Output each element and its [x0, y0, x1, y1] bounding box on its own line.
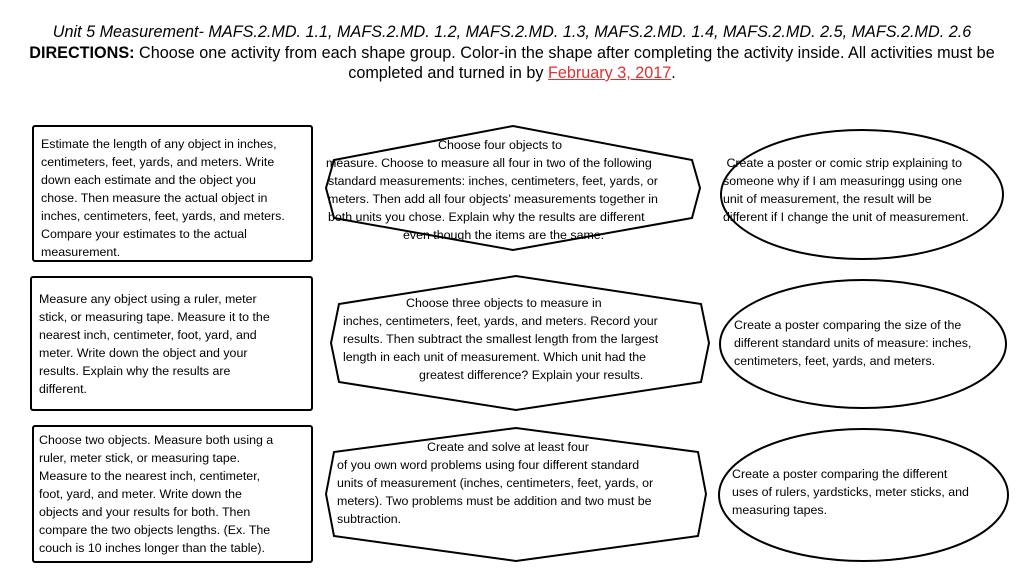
text-line: meter. Write down the object and your: [39, 346, 248, 360]
text-line: both units you chose. Explain why the results are different: [328, 210, 645, 224]
text-line: even though the items are the same.: [403, 228, 605, 242]
text-line: length in each unit of measurement. Which unit had the: [343, 350, 647, 364]
text-line: different if I change the unit of measurement.: [723, 210, 969, 224]
directions: [0, 43, 1024, 83]
text-line: of you own word problems using four different standard: [337, 458, 640, 472]
text-line: different.: [39, 382, 87, 396]
text-line: compare the two objects lengths. (Ex. The: [39, 523, 271, 537]
text-line: Create a poster comparing the size of the: [734, 318, 962, 332]
activity-hexagon-3: [324, 426, 708, 563]
activity-hexagon-2: [329, 274, 711, 412]
text-line: Measure to the nearest inch, centimeter,: [39, 469, 261, 483]
due-date: February 3, 2017: [548, 64, 672, 82]
text-line: meters). Two problems must be addition and two must be: [337, 494, 652, 508]
text-line: results. Then subtract the smallest length from the largest: [343, 332, 659, 346]
text-line: Compare your estimates to the actual: [41, 227, 247, 241]
activity-rectangle-1-text: [41, 135, 285, 261]
text-line: unit of measurement, the result will be: [723, 192, 932, 206]
directions-text: Choose one activity from each shape group. Color-in the shape after completing the activity inside. All activities must be completed and turned in by: [139, 44, 995, 82]
directions-label: DIRECTIONS:: [29, 44, 135, 62]
activity-oval-1: [719, 128, 1005, 261]
activity-oval-3: [717, 427, 1010, 563]
text-line: meters. Then add all four objects’ measurements together in: [328, 192, 658, 206]
text-line: chose. Then measure the actual object in: [41, 191, 268, 205]
text-line: down each estimate and the object you: [41, 173, 256, 187]
text-line: standard measurements: inches, centimeters, feet, yards, or: [328, 174, 658, 188]
activity-rectangle-2: [30, 276, 313, 411]
text-line: objects and your results for both. Then: [39, 505, 251, 519]
text-line: different standard units of measure: inches,: [734, 336, 972, 350]
text-line: ruler, meter stick, or measuring tape.: [39, 451, 241, 465]
activity-hexagon-1: [322, 124, 704, 252]
text-line: nearest inch, centimeter, foot, yard, and: [39, 328, 257, 342]
text-line: results. Explain why the results are: [39, 364, 231, 378]
text-line: Choose two objects. Measure both using a: [39, 433, 274, 447]
activity-hexagon-3-text: [337, 438, 705, 528]
text-line: foot, yard, and meter. Write down the: [39, 487, 242, 501]
activity-rectangle-1: [32, 125, 313, 262]
activity-hexagon-1-text: [326, 136, 704, 244]
text-line: measure. Choose to measure all four in two of the following: [326, 156, 652, 170]
text-line: centimeters, feet, yards, and meters.: [734, 354, 936, 368]
text-line: someone why if I am measuringg using one: [723, 174, 962, 188]
text-line: Estimate the length of any object in inches,: [41, 137, 277, 151]
text-line: inches, centimeters, feet, yards, and meters. Record your: [343, 314, 658, 328]
text-line: centimeters, feet, yards, and meters. Write: [41, 155, 275, 169]
text-line: Choose three objects to measure in: [406, 296, 602, 310]
text-line: inches, centimeters, feet, yards, and meters.: [41, 209, 285, 223]
directions-end-punct: .: [671, 64, 676, 82]
text-line: Create a poster comparing the different: [732, 467, 948, 481]
text-line: measuring tapes.: [732, 503, 828, 517]
text-line: Measure any object using a ruler, meter: [39, 292, 257, 306]
activity-hexagon-2-text: [343, 294, 709, 384]
text-line: stick, or measuring tape. Measure it to the: [39, 310, 270, 324]
text-line: uses of rulers, yardsticks, meter sticks, and: [732, 485, 969, 499]
page-header: [0, 22, 1024, 83]
activity-oval-3-text: [732, 465, 1008, 519]
activity-rectangle-3: [32, 425, 313, 563]
text-line: Create and solve at least four: [427, 440, 589, 454]
text-line: Choose four objects to: [438, 138, 562, 152]
activity-rectangle-3-text: [39, 431, 273, 557]
text-line: greatest difference? Explain your results.: [419, 368, 644, 382]
text-line: couch is 10 inches longer than the table).: [39, 541, 265, 555]
activity-rectangle-2-text: [39, 290, 270, 398]
activity-oval-2-text: [734, 316, 1006, 370]
text-line: units of measurement (inches, centimeters, feet, yards, or: [337, 476, 654, 490]
activity-oval-2: [718, 278, 1008, 410]
text-line: Create a poster or comic strip explaining to: [723, 156, 962, 170]
text-line: measurement.: [41, 245, 121, 259]
unit-title: Unit 5 Measurement- MAFS.2.MD. 1.1, MAFS.2.MD. 1.2, MAFS.2.MD. 1.3, MAFS.2.MD. 1.4, MAFS.2.MD. 2.5, MAFS.2.MD. 2.6: [52, 23, 972, 41]
text-line: subtraction.: [337, 512, 402, 526]
activity-oval-1-text: [723, 154, 1005, 226]
